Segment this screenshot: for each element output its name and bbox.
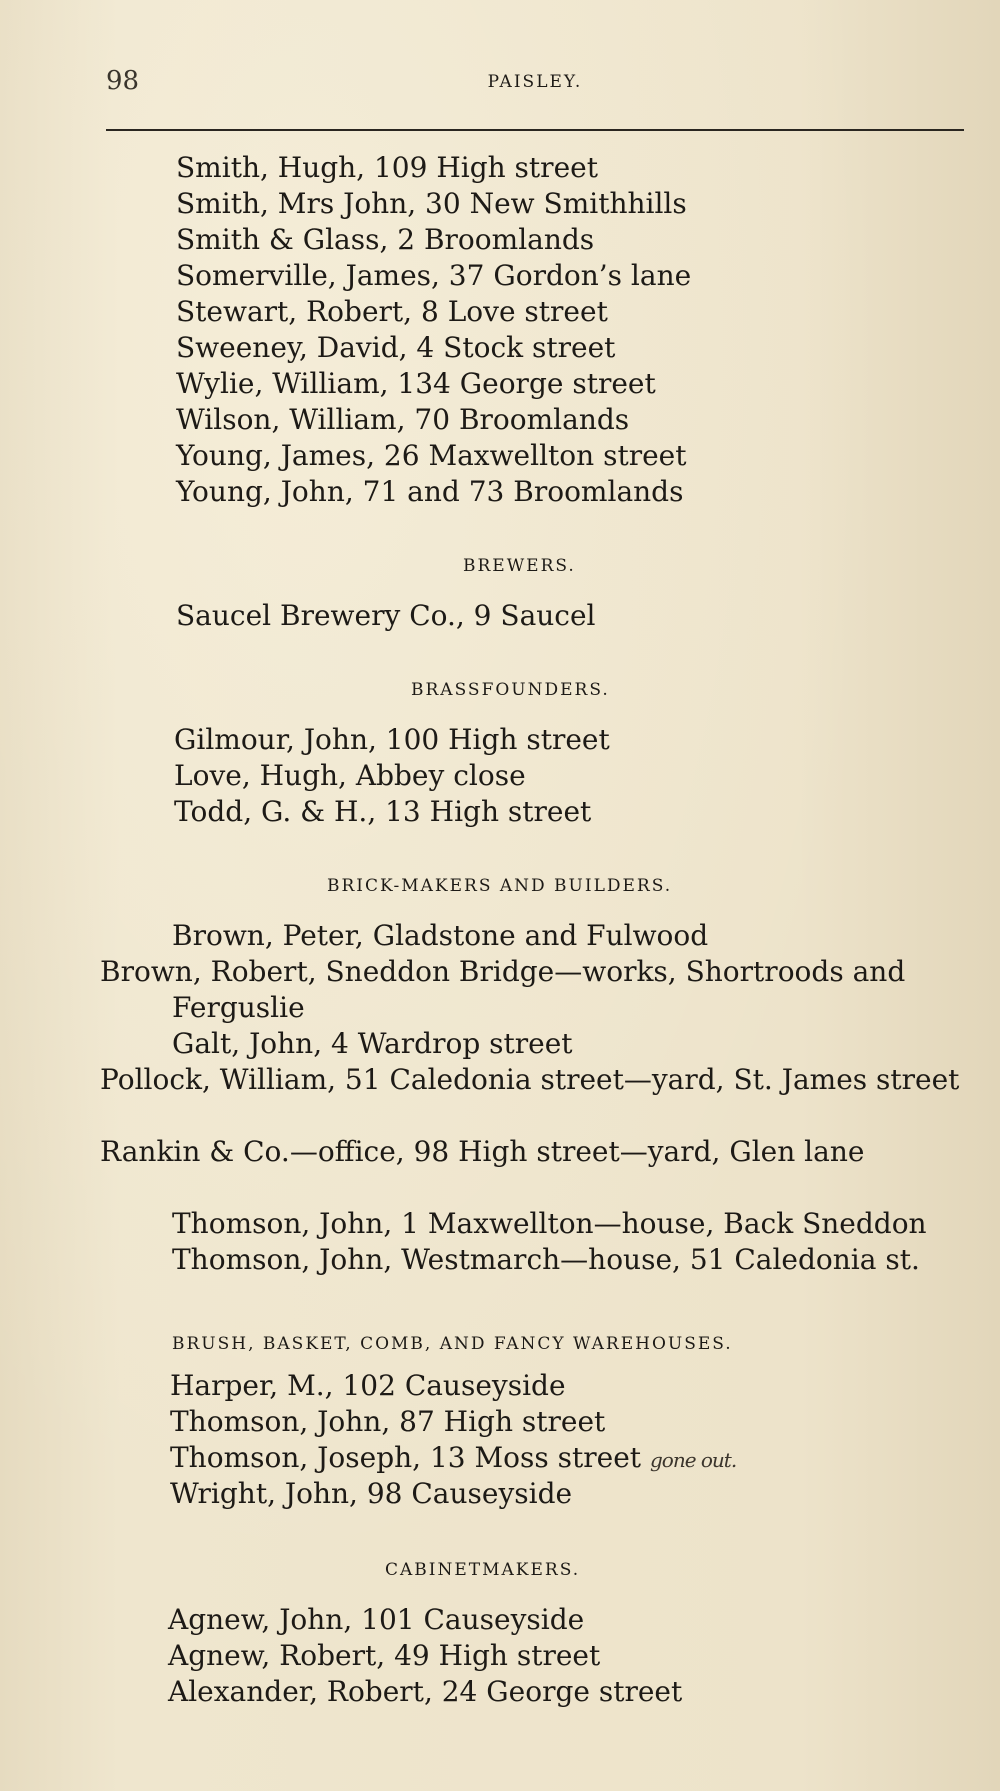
list-item: Somerville, James, 37 Gordon’s lane bbox=[176, 259, 692, 292]
section-heading-brick-makers: BRICK-MAKERS AND BUILDERS. bbox=[327, 876, 673, 896]
list-item: Smith, Mrs John, 30 New Smithhills bbox=[176, 187, 687, 220]
list-item: Young, James, 26 Maxwellton street bbox=[176, 439, 687, 472]
section-heading-brush-warehouses: BRUSH, BASKET, COMB, AND FANCY WAREHOUSES. bbox=[172, 1334, 733, 1354]
list-item: Thomson, John, 87 High street bbox=[170, 1405, 606, 1438]
page-number: 98 bbox=[106, 66, 140, 96]
page-header bbox=[106, 66, 964, 100]
list-item bbox=[170, 1440, 736, 1478]
running-title: PAISLEY. bbox=[487, 72, 583, 92]
list-item: Rankin & Co.—office, 98 High street—yard, Glen lane bbox=[100, 1135, 865, 1168]
section-heading-brassfounders: BRASSFOUNDERS. bbox=[411, 680, 610, 700]
list-item: Young, John, 71 and 73 Broomlands bbox=[176, 475, 684, 508]
list-item: Todd, G. & H., 13 High street bbox=[174, 795, 592, 828]
list-item-text: Thomson, Joseph, 13 Moss street bbox=[170, 1441, 642, 1474]
list-item: Smith & Glass, 2 Broomlands bbox=[176, 223, 595, 256]
section-heading-cabinetmakers: CABINETMAKERS. bbox=[385, 1560, 581, 1580]
list-item: Gilmour, John, 100 High street bbox=[174, 723, 610, 756]
list-item: Wright, John, 98 Causeyside bbox=[170, 1477, 573, 1510]
list-item: Thomson, John, 1 Maxwellton—house, Back Sneddon bbox=[172, 1207, 927, 1240]
list-item: Thomson, John, Westmarch—house, 51 Caledonia st. bbox=[172, 1243, 920, 1276]
handwritten-annotation: gone out. bbox=[649, 1448, 737, 1472]
list-item: Wylie, William, 134 George street bbox=[176, 367, 656, 400]
section-heading-brewers: BREWERS. bbox=[463, 556, 576, 576]
list-item: Wilson, William, 70 Broomlands bbox=[176, 403, 630, 436]
list-item: Brown, Peter, Gladstone and Fulwood bbox=[172, 919, 709, 952]
list-item: Smith, Hugh, 109 High street bbox=[176, 151, 598, 184]
list-item: Agnew, John, 101 Causeyside bbox=[168, 1603, 585, 1636]
list-item: Sweeney, David, 4 Stock street bbox=[176, 331, 616, 364]
header-rule bbox=[106, 129, 964, 131]
list-item: Galt, John, 4 Wardrop street bbox=[172, 1027, 573, 1060]
list-item: Stewart, Robert, 8 Love street bbox=[176, 295, 608, 328]
list-item: Love, Hugh, Abbey close bbox=[174, 759, 526, 792]
list-item: Pollock, William, 51 Caledonia street—yard, St. James street bbox=[100, 1063, 960, 1096]
list-item: Brown, Robert, Sneddon Bridge—works, Shortroods and Ferguslie bbox=[100, 955, 906, 1024]
list-item: Saucel Brewery Co., 9 Saucel bbox=[176, 599, 596, 632]
list-item: Harper, M., 102 Causeyside bbox=[170, 1369, 566, 1402]
list-item: Alexander, Robert, 24 George street bbox=[168, 1675, 683, 1708]
list-item: Agnew, Robert, 49 High street bbox=[168, 1639, 601, 1672]
